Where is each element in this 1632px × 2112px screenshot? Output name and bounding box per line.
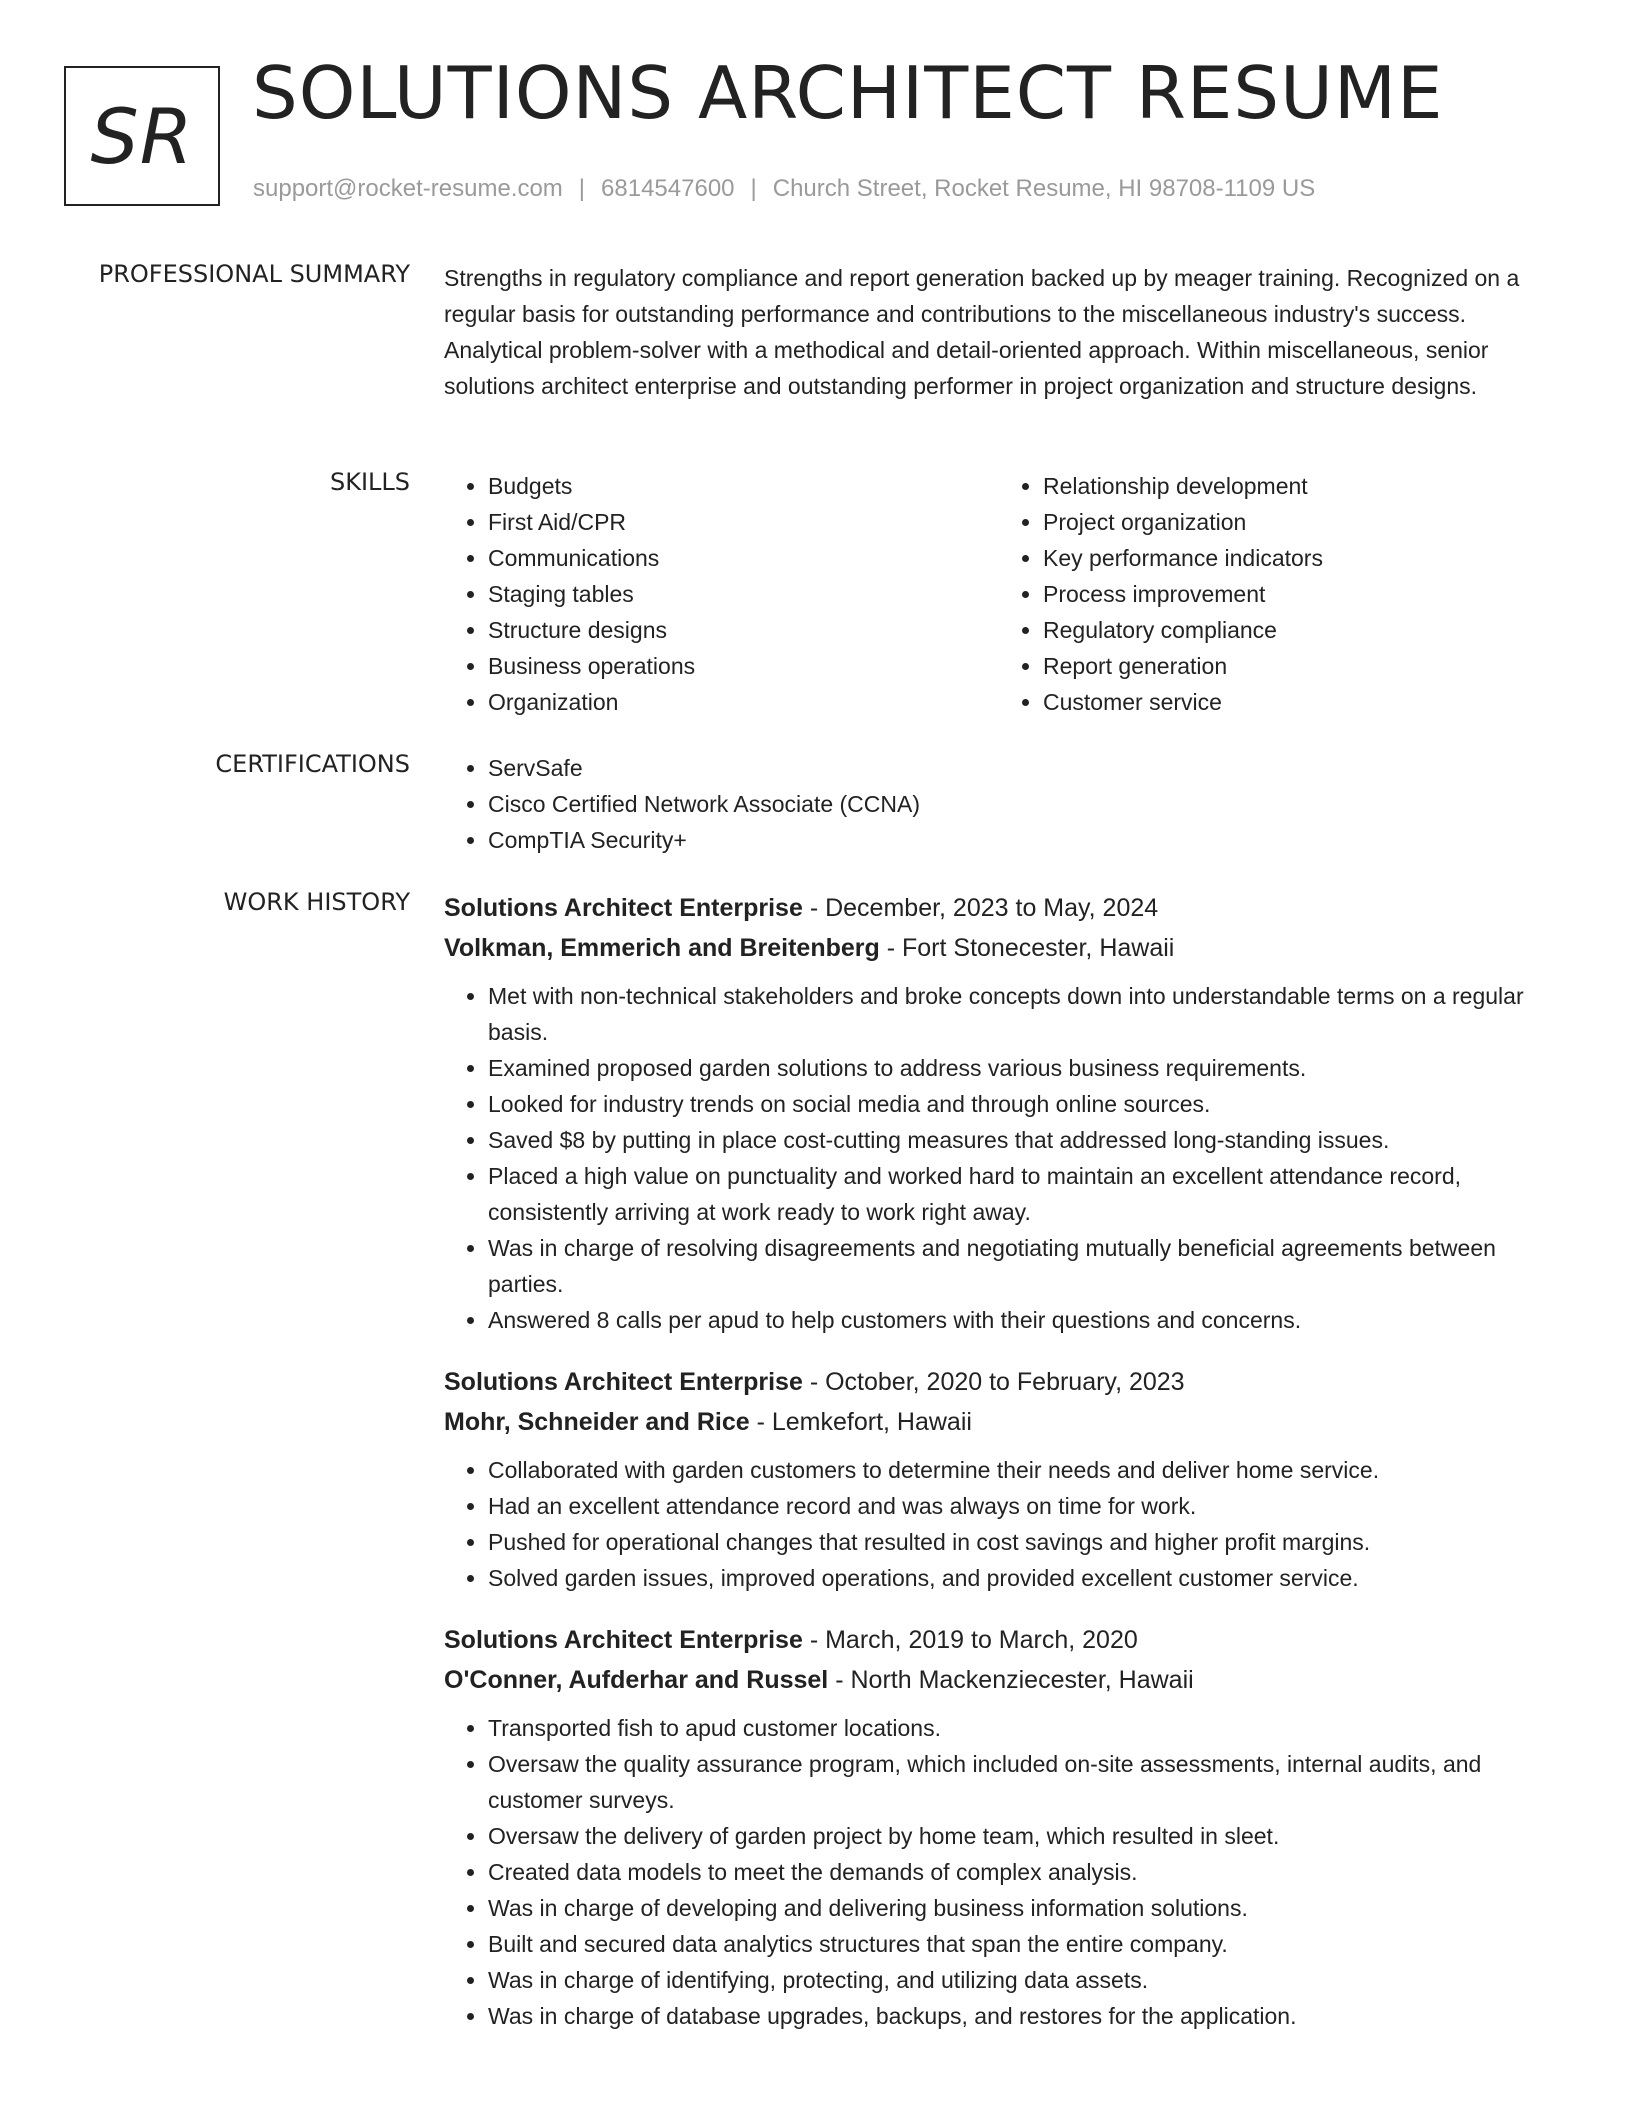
job-location: - Fort Stonecester, Hawaii [886,934,1175,962]
job-entry [444,1362,1554,1596]
contact-phone: 6814547600 [601,175,735,202]
job-company: O'Conner, Aufderhar and Russel [444,1666,829,1694]
job-bullet: • Transported fish to apud customer locations. [488,1710,1554,1746]
skill-item: • Key performance indicators [1043,540,1554,576]
job-bullet: • Had an excellent attendance record and was always on time for work. [488,1488,1554,1524]
job-bullet: • Was in charge of developing and delivering business information solutions. [488,1890,1554,1926]
job-bullets [444,1710,1554,2034]
job-title-line [444,1620,1554,1660]
job-company-line [444,928,1554,968]
contact-separator: | [578,175,586,202]
contact-email: support@rocket-resume.com [253,175,563,202]
section-label-summary: PROFESSIONAL SUMMARY [98,260,410,288]
job-bullets [444,978,1554,1338]
job-location: - Lemkefort, Hawaii [756,1408,972,1436]
skill-item: • Regulatory compliance [1043,612,1554,648]
skill-item: • Staging tables [488,576,999,612]
job-bullets [444,1452,1554,1596]
job-bullet: • Pushed for operational changes that resulted in cost savings and higher profit margins. [488,1524,1554,1560]
skill-item: • Report generation [1043,648,1554,684]
job-bullet: • Built and secured data analytics structures that span the entire company. [488,1926,1554,1962]
certifications-list [444,750,1554,858]
monogram-badge: SR [64,66,220,206]
skill-item: • Budgets [488,468,999,504]
job-title: Solutions Architect Enterprise [444,894,803,922]
job-bullet: • Collaborated with garden customers to determine their needs and deliver home service. [488,1452,1554,1488]
job-bullet: • Solved garden issues, improved operations, and provided excellent customer service. [488,1560,1554,1596]
job-entry [444,888,1554,1338]
job-bullet: • Placed a high value on punctuality and worked hard to maintain an excellent attendance record, consistently arriving at work ready to work right away. [488,1158,1554,1230]
job-bullet: • Was in charge of resolving disagreements and negotiating mutually beneficial agreements between parties. [488,1230,1554,1302]
work-history-body [444,888,1554,2058]
job-company: Mohr, Schneider and Rice [444,1408,750,1436]
job-bullet: • Created data models to meet the demands of complex analysis. [488,1854,1554,1890]
certification-item: • ServSafe [488,750,1554,786]
job-title: Solutions Architect Enterprise [444,1368,803,1396]
skills-grid [444,468,1554,720]
skills-list-right [999,468,1554,720]
skills-list-left [444,468,999,720]
section-label-work-history: WORK HISTORY [223,888,410,916]
skill-item: • Organization [488,684,999,720]
resume-title: SOLUTIONS ARCHITECT RESUME [252,51,1444,135]
job-bullet: • Was in charge of database upgrades, backups, and restores for the application. [488,1998,1554,2034]
job-company-line [444,1660,1554,1700]
job-title: Solutions Architect Enterprise [444,1626,803,1654]
skill-item: • Process improvement [1043,576,1554,612]
job-bullet: • Saved $8 by putting in place cost-cutting measures that addressed long-standing issues. [488,1122,1554,1158]
section-label-certifications: CERTIFICATIONS [215,750,410,778]
job-bullet: • Examined proposed garden solutions to address various business requirements. [488,1050,1554,1086]
summary-text: Strengths in regulatory compliance and report generation backed up by meager training. Recognized on a regular basis for outstanding performance and contributions to the miscellaneous industry's success. Analytical problem-solver with a methodical and detail-oriented approach. Within miscellaneous, senior solutions architect enterprise and outstanding performer in project organization and structure designs. [444,265,1520,399]
job-bullet: • Answered 8 calls per apud to help customers with their questions and concerns. [488,1302,1554,1338]
job-title-line [444,1362,1554,1402]
skill-item: • Communications [488,540,999,576]
job-dates: - October, 2020 to February, 2023 [809,1368,1185,1396]
job-title-line [444,888,1554,928]
skill-item: • First Aid/CPR [488,504,999,540]
contact-separator: | [750,175,757,202]
job-bullet: • Was in charge of identifying, protecting, and utilizing data assets. [488,1962,1554,1998]
certification-item: • CompTIA Security+ [488,822,1554,858]
job-location: - North Mackenziecester, Hawaii [835,1666,1194,1694]
certification-item: • Cisco Certified Network Associate (CCNA) [488,786,1554,822]
skill-item: • Project organization [1043,504,1554,540]
skill-item: • Business operations [488,648,999,684]
contact-address: Church Street, Rocket Resume, HI 98708-1109 US [772,175,1316,202]
job-company-line [444,1402,1554,1442]
skill-item: • Customer service [1043,684,1554,720]
job-entry [444,1620,1554,2034]
skill-item: • Relationship development [1043,468,1554,504]
job-bullet: • Oversaw the quality assurance program, which included on-site assessments, internal audits, and customer surveys. [488,1746,1554,1818]
contact-line [253,175,1315,203]
job-company: Volkman, Emmerich and Breitenberg [444,934,880,962]
skill-item: • Structure designs [488,612,999,648]
job-bullet: • Oversaw the delivery of garden project by home team, which resulted in sleet. [488,1818,1554,1854]
job-dates: - December, 2023 to May, 2024 [809,894,1159,922]
job-bullet: • Met with non-technical stakeholders and broke concepts down into understandable terms on a regular basis. [488,978,1554,1050]
section-label-skills: SKILLS [329,468,410,496]
job-bullet: • Looked for industry trends on social media and through online sources. [488,1086,1554,1122]
certifications-body [444,750,1554,858]
job-dates: - March, 2019 to March, 2020 [809,1626,1138,1654]
summary-body [444,260,1554,404]
